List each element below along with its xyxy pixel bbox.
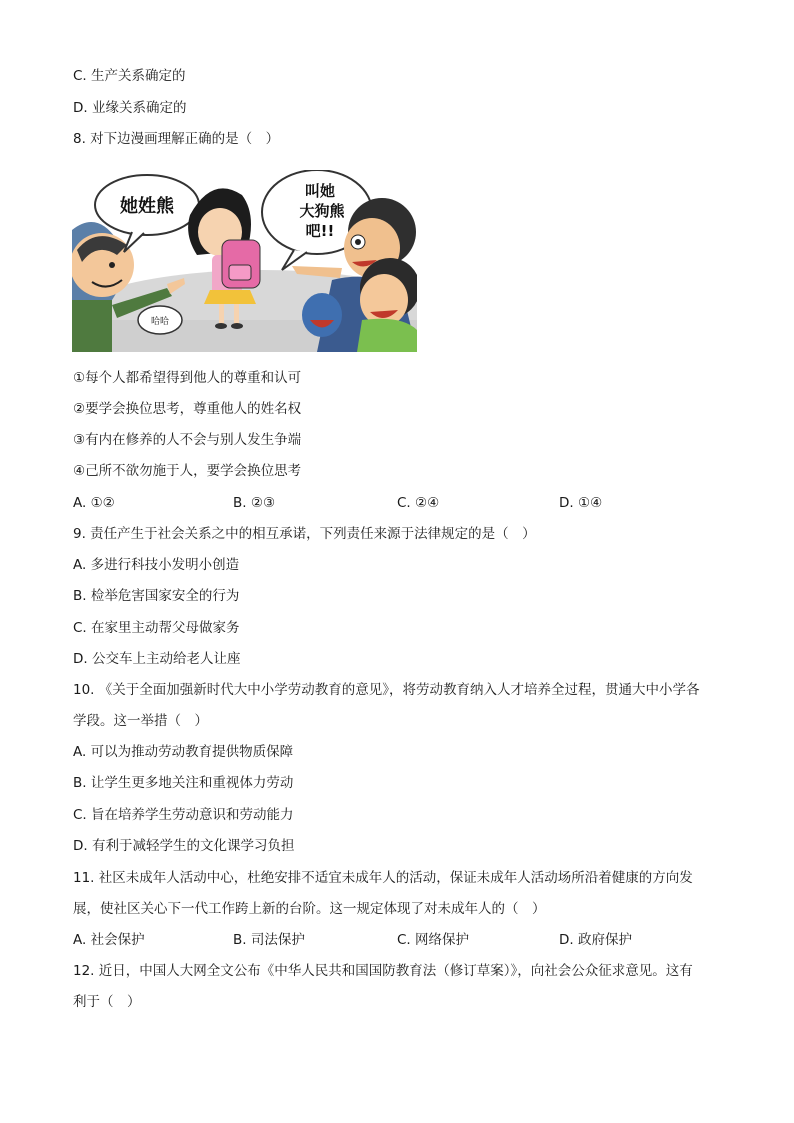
q10-option-a: A. 可以为推动劳动教育提供物质保障 — [73, 744, 294, 760]
q12-stem-line-1: 12. 近日，中国人大网全文公布《中华人民共和国国防教育法（修订草案）》，向社会公众征求意见。这有 — [73, 963, 693, 979]
q10-option-b: B. 让学生更多地关注和重视体力劳动 — [73, 775, 294, 791]
q9-option-b: B. 检举危害国家安全的行为 — [73, 588, 240, 604]
q10-stem-line-2: 学段。这一举措（ ） — [73, 713, 208, 729]
q8-statement-3: ③有内在修养的人不会与别人发生争端 — [73, 432, 302, 448]
q8-statement-4: ④己所不欲勿施于人，要学会换位思考 — [73, 463, 302, 479]
q10-stem-line-1: 10. 《关于全面加强新时代大中小学劳动教育的意见》，将劳动教育纳入人才培养全过程，贯通大中小学各 — [73, 682, 700, 698]
q8-option-a: A. ①② — [73, 495, 115, 511]
q8-option-d: D. ①④ — [559, 495, 603, 511]
q9-option-c: C. 在家里主动帮父母做家务 — [73, 620, 240, 636]
q7-option-c: C. 生产关系确定的 — [73, 68, 186, 84]
q10-option-d: D. 有利于减轻学生的文化课学习负担 — [73, 838, 295, 854]
q11-option-d: D. 政府保护 — [559, 932, 632, 948]
q8-stem: 8. 对下边漫画理解正确的是（ ） — [73, 131, 280, 147]
bubble-left-text: 她姓熊 — [120, 196, 174, 217]
q9-option-a: A. 多进行科技小发明小创造 — [73, 557, 240, 573]
q7-option-d: D. 业缘关系确定的 — [73, 100, 187, 116]
q10-option-c: C. 旨在培养学生劳动意识和劳动能力 — [73, 807, 294, 823]
q8-option-b: B. ②③ — [233, 495, 276, 511]
bubble-right-line-3: 吧!! — [305, 222, 335, 240]
q11-option-a: A. 社会保护 — [73, 932, 145, 948]
q11-stem-line-2: 展，使社区关心下一代工作跨上新的台阶。这一规定体现了对未成年人的（ ） — [73, 901, 546, 917]
q9-option-d: D. 公交车上主动给老人让座 — [73, 651, 241, 667]
q9-stem: 9. 责任产生于社会关系之中的相互承诺，下列责任来源于法律规定的是（ ） — [73, 526, 536, 542]
q8-option-c: C. ②④ — [397, 495, 440, 511]
q11-option-c: C. 网络保护 — [397, 932, 470, 948]
q8-statement-1: ①每个人都希望得到他人的尊重和认可 — [73, 370, 302, 386]
bubble-right-line-2: 大狗熊 — [299, 202, 345, 220]
q11-option-b: B. 司法保护 — [233, 932, 305, 948]
q12-stem-line-2: 利于（ ） — [73, 994, 141, 1010]
q11-options — [73, 930, 733, 950]
q8-statement-2: ②要学会换位思考，尊重他人的姓名权 — [73, 401, 302, 417]
q11-stem-line-1: 11. 社区未成年人活动中心，杜绝安排不适宜未成年人的活动，保证未成年人活动场所沿着健康的方向发 — [73, 870, 693, 886]
bubble-small-text: 哈哈 — [150, 317, 170, 327]
q8-options — [73, 493, 733, 513]
cartoon-drawing — [72, 170, 417, 352]
cartoon-illustration — [72, 170, 417, 352]
bubble-right-line-1: 叫她 — [304, 182, 336, 200]
